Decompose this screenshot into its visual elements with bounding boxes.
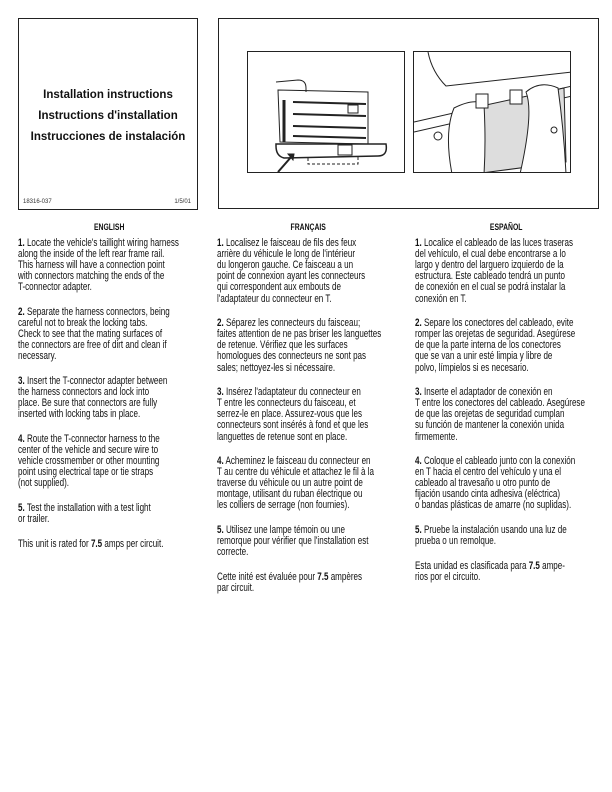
line-text: T entre les connecteurs du faisceau, et bbox=[217, 397, 356, 410]
cover-box bbox=[18, 18, 198, 210]
rating-statement bbox=[415, 561, 597, 583]
rating-pre: Esta unidad es clasificada para bbox=[415, 559, 529, 572]
column-heading: ESPAÑOL bbox=[489, 222, 523, 232]
line-text: connecteurs sont insérés à fond et que les bbox=[217, 419, 369, 432]
line-text: fijación usando cinta adhesiva (eléctrica) bbox=[415, 488, 561, 501]
column-heading: ENGLISH bbox=[93, 222, 125, 232]
line-text: de conexión en el cual se podrá instalar la bbox=[415, 281, 566, 294]
line-text: Inserte el adaptador de conexión en bbox=[421, 386, 553, 399]
instruction-step bbox=[18, 238, 200, 293]
line-text: inserted with locking tabs in place. bbox=[18, 408, 141, 421]
column-heading: FRANÇAIS bbox=[290, 222, 326, 232]
instruction-line bbox=[217, 363, 399, 374]
line-text: necessary. bbox=[18, 350, 57, 363]
line-text: que se van a unir esté limpia y libre de bbox=[415, 350, 553, 363]
line-text: Route the T-connector harness to the bbox=[24, 432, 160, 445]
line-text: T-connector adapter. bbox=[18, 281, 92, 294]
line-text: Insert the T-connector adapter between bbox=[24, 375, 168, 388]
line-text: serrez-le en place. Assurez-vous que les bbox=[217, 408, 362, 421]
instruction-step bbox=[18, 307, 200, 362]
rating-value: 7.5 bbox=[317, 570, 329, 583]
line-text: along the inside of the left rear frame rail. bbox=[18, 248, 165, 261]
line-text: point using electrical tape or tie straps bbox=[18, 466, 154, 479]
instruction-line bbox=[217, 547, 399, 558]
line-text: de que las orejetas de seguridad cumplan bbox=[415, 408, 565, 421]
line-text: prueba o un remolque. bbox=[415, 535, 497, 548]
instruction-step bbox=[217, 456, 399, 511]
line-text: montage, utilisant du ruban électrique ou bbox=[217, 488, 363, 501]
rating-value: 7.5 bbox=[528, 559, 540, 572]
instruction-line bbox=[415, 500, 597, 511]
step-number: 4. bbox=[415, 455, 422, 468]
cover-titles bbox=[19, 85, 197, 148]
step-number: 5. bbox=[217, 524, 224, 537]
step-number: 3. bbox=[18, 375, 25, 388]
rating-pre: This unit is rated for bbox=[18, 537, 91, 550]
title-french: Instructions d'installation bbox=[38, 110, 178, 122]
line-text: point de connexion ayant les connecteurs bbox=[217, 270, 366, 283]
line-text: Localice el cableado de las luces traseras bbox=[421, 237, 573, 250]
line-text: languettes de retenue sont en place. bbox=[217, 430, 348, 443]
instruction-line bbox=[217, 500, 399, 511]
line-text: Localisez le faisceau de fils des feux bbox=[223, 237, 357, 250]
instruction-step bbox=[18, 503, 200, 525]
rating-post: amps per circuit. bbox=[102, 537, 164, 550]
line-text: les colliers de serrage (non fournies). bbox=[217, 499, 350, 512]
line-text: vehicle crossmember or other mounting bbox=[18, 455, 160, 468]
instruction-line bbox=[217, 432, 399, 443]
instruction-line bbox=[18, 282, 200, 293]
line-text: correcte. bbox=[217, 546, 249, 559]
line-text: homologues des connecteurs ne sont pas bbox=[217, 350, 367, 363]
line-text: place. Be sure that connectors are fully bbox=[18, 397, 158, 410]
line-text: T entre los conectores del cableado. Asegúrese bbox=[415, 397, 585, 410]
instruction-step bbox=[18, 434, 200, 489]
line-text: Check to see that the mating surfaces of bbox=[18, 328, 163, 341]
line-text: This harness will have a connection point bbox=[18, 259, 165, 272]
instruction-line bbox=[415, 294, 597, 305]
step-number: 1. bbox=[217, 237, 224, 250]
line-text: Coloque el cableado junto con la conexión bbox=[421, 455, 576, 468]
line-text: with connectors matching the ends of the bbox=[18, 270, 165, 283]
illustration-vehicle-rear bbox=[247, 51, 405, 173]
line-text: Locate the vehicle's taillight wiring harness bbox=[24, 237, 179, 250]
rating-line bbox=[18, 539, 200, 550]
line-text: Separate the harness connectors, being bbox=[24, 306, 170, 319]
line-text: o bandas plásticas de amarre (no suplidas). bbox=[415, 499, 572, 512]
instruction-step bbox=[217, 525, 399, 558]
document-date: 1/5/01 bbox=[174, 199, 191, 205]
title-english: Installation instructions bbox=[43, 89, 173, 101]
step-number: 4. bbox=[18, 432, 25, 445]
instruction-line bbox=[18, 478, 200, 489]
illustrations-box bbox=[218, 18, 599, 209]
line-text: conexión en T. bbox=[415, 292, 467, 305]
line-text: Pruebe la instalación usando una luz de bbox=[421, 524, 567, 537]
line-text: de que la parte interna de los conectores bbox=[415, 339, 561, 352]
line-text: Acheminez le faisceau du connecteur en bbox=[223, 455, 371, 468]
instruction-line bbox=[18, 351, 200, 362]
step-number: 3. bbox=[415, 386, 422, 399]
line-text: the connectors are free of dirt and clean if bbox=[18, 339, 167, 352]
line-text: polvo, límpielos si es necesario. bbox=[415, 361, 529, 374]
line-text: romper las orejetas de seguridad. Asegúrese bbox=[415, 328, 576, 341]
line-text: Test the installation with a test light bbox=[24, 501, 151, 514]
line-text: su función de mantener la conexión unida bbox=[415, 419, 565, 432]
line-text: center of the vehicle and secure wire to bbox=[18, 444, 159, 456]
line-text: del vehículo, el cual debe encontrarse a lo bbox=[415, 248, 566, 261]
step-number: 4. bbox=[217, 455, 224, 468]
line-text: faites attention de ne pas briser les languettes bbox=[217, 328, 382, 341]
line-text: traverse du véhicule ou un autre point de bbox=[217, 477, 363, 490]
instruction-line bbox=[18, 514, 200, 525]
column-english bbox=[18, 222, 200, 563]
line-text: Séparez les connecteurs du faisceau; bbox=[223, 317, 361, 330]
step-number: 1. bbox=[18, 237, 25, 250]
line-text: the harness connectors and lock into bbox=[18, 386, 150, 399]
line-text: en T hacia el centro del vehículo y una el bbox=[415, 466, 562, 479]
line-text: Utilisez une lampe témoin ou une bbox=[223, 524, 346, 537]
line-text: T au centre du véhicule et attachez le fil à la bbox=[217, 466, 374, 479]
step-number: 2. bbox=[217, 317, 224, 330]
line-text: arrière du véhicule le long de l'intérieur bbox=[217, 248, 356, 261]
line-text: du longeron gauche. Ce faisceau a un bbox=[217, 259, 354, 272]
rating-line: par circuit. bbox=[217, 581, 255, 594]
line-text: Insérez l'adaptateur du connecteur en bbox=[223, 386, 361, 399]
instruction-line bbox=[415, 432, 597, 443]
instruction-step bbox=[415, 238, 597, 305]
line-text: firmemente. bbox=[415, 430, 458, 443]
instruction-step bbox=[217, 238, 399, 305]
instruction-step bbox=[217, 318, 399, 373]
line-text: largo y dentro del larguero izquierdo de la bbox=[415, 259, 564, 272]
line-text: or trailer. bbox=[18, 512, 50, 525]
rating-post: ampères bbox=[328, 570, 363, 583]
column-french bbox=[217, 222, 399, 608]
rating-post: ampe- bbox=[539, 559, 565, 572]
title-spanish: Instrucciones de instalación bbox=[30, 131, 186, 143]
step-number: 5. bbox=[18, 501, 25, 514]
line-text: l'adaptateur du connecteur en T. bbox=[217, 292, 332, 305]
step-number: 5. bbox=[415, 524, 422, 537]
line-text: qui correspondent aux embouts de bbox=[217, 281, 341, 294]
instruction-step bbox=[415, 456, 597, 511]
line-text: estructura. Este cableado tendrá un punto bbox=[415, 270, 565, 283]
line-text: (not supplied). bbox=[18, 477, 70, 490]
instruction-step bbox=[18, 376, 200, 420]
instruction-line bbox=[18, 409, 200, 420]
rating-line: rios por el circuito. bbox=[415, 570, 481, 583]
rating-value: 7.5 bbox=[90, 537, 103, 550]
step-number: 3. bbox=[217, 386, 224, 399]
line-text: cableado al travesaño u otro punto de bbox=[415, 477, 551, 490]
instruction-step bbox=[415, 387, 597, 442]
line-text: sales; nettoyez-les si nécessaire. bbox=[217, 361, 336, 374]
instruction-line bbox=[217, 294, 399, 305]
instruction-line bbox=[415, 536, 597, 547]
instruction-line bbox=[415, 363, 597, 374]
instruction-step bbox=[415, 318, 597, 373]
column-spanish bbox=[415, 222, 597, 596]
step-number: 2. bbox=[18, 306, 25, 319]
rating-statement bbox=[18, 539, 200, 550]
line-text: remorque pour vérifier que l'installation est bbox=[217, 535, 369, 548]
illustration-connecting-harness bbox=[413, 51, 571, 173]
rating-statement bbox=[217, 572, 399, 594]
line-text: careful not to break the locking tabs. bbox=[18, 317, 148, 330]
step-number: 1. bbox=[415, 237, 422, 250]
rating-pre: Cette inité est évaluée pour bbox=[217, 570, 318, 583]
instruction-step bbox=[217, 387, 399, 442]
instruction-step bbox=[415, 525, 597, 547]
line-text: de retenue. Vérifiez que les surfaces bbox=[217, 339, 348, 352]
step-number: 2. bbox=[415, 317, 422, 330]
line-text: Separe los conectores del cableado, evite bbox=[421, 317, 574, 330]
part-number: 18316-037 bbox=[23, 199, 52, 205]
